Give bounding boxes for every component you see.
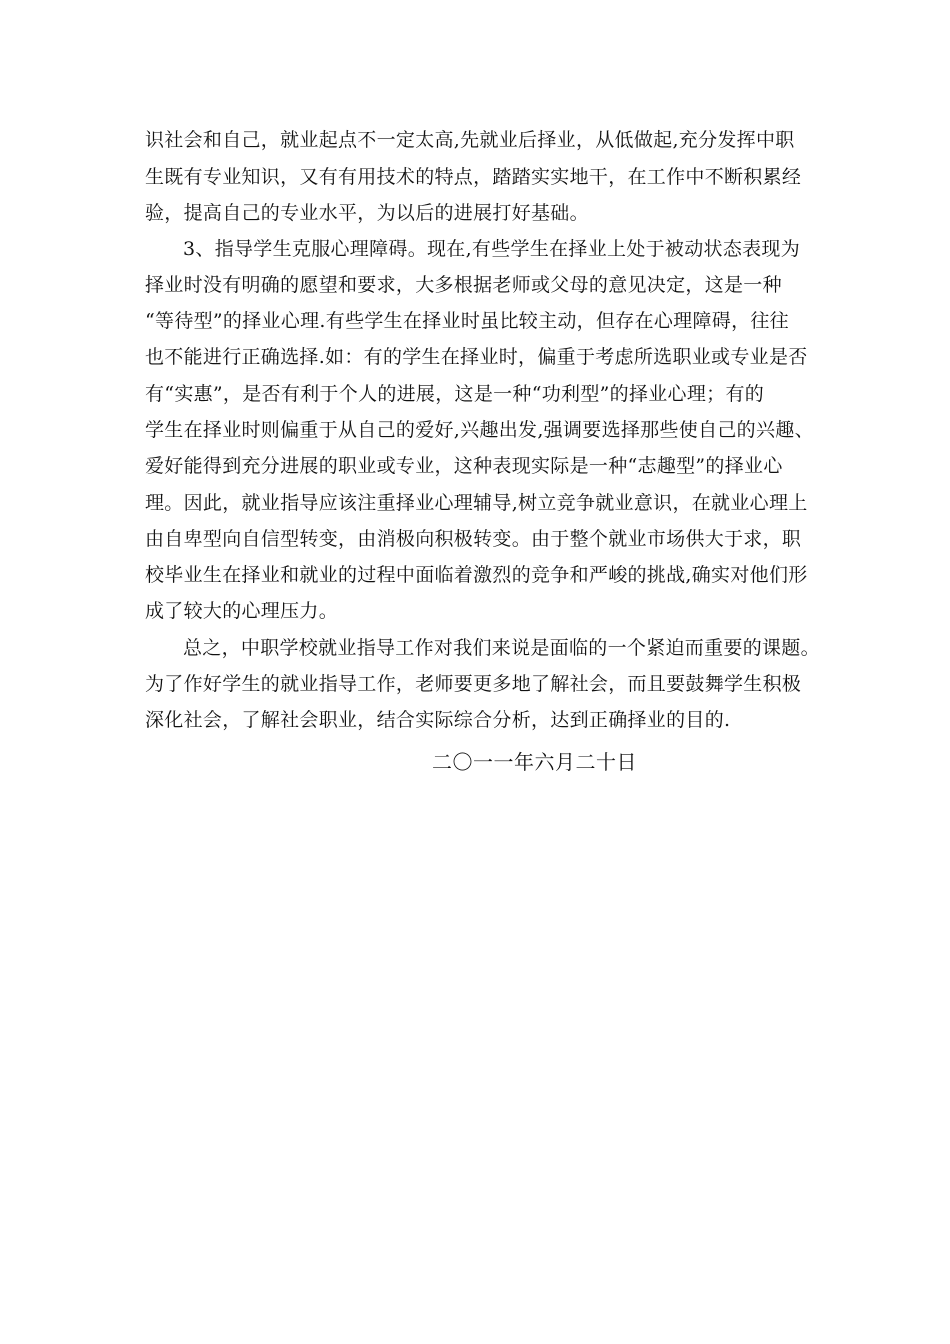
text-line: 深化社会，了解社会职业，结合实际综合分析，达到正确择业的目的.: [145, 709, 731, 731]
text-line: 爱好能得到充分进展的职业或专业，这种表现实际是一种“志趣型”的择业心: [145, 455, 783, 477]
text-line: 择业时没有明确的愿望和要求，大多根据老师或父母的意见决定，这是一种: [145, 274, 782, 296]
text-line: 有“实惠”，是否有利于个人的进展，这是一种“功利型”的择业心理；有的: [145, 383, 765, 405]
text-line: 为了作好学生的就业指导工作，老师要更多地了解社会，而且要鼓舞学生积极: [145, 673, 802, 695]
text-line: 由自卑型向自信型转变，由消极向积极转变。由于整个就业市场供大于求，职: [145, 528, 802, 550]
text-line: 生既有专业知识，又有有用技术的特点，踏踏实实地干，在工作中不断积累经: [145, 166, 802, 188]
document-date: 二〇一一年六月二十日: [432, 750, 637, 774]
text-line: 成了较大的心理压力。: [145, 600, 339, 622]
text-line: 验，提高自己的专业水平，为以后的进展打好基础。: [145, 202, 589, 224]
text-line: 学生在择业时则偏重于从自己的爱好,兴趣出发,强调要选择那些使自己的兴趣、: [145, 419, 814, 441]
text-line: 也不能进行正确选择.如：有的学生在择业时，偏重于考虑所选职业或专业是否: [145, 346, 808, 368]
text-line: 理。因此，就业指导应该注重择业心理辅导,树立竞争就业意识，在就业心理上: [145, 492, 808, 514]
paragraph-3-first-line: 3、指导学生克服心理障碍。现在,有些学生在择业上处于被动状态表现为: [183, 238, 801, 260]
text-line: “等待型”的择业心理.有些学生在择业时虽比较主动，但存在心理障碍，往往: [145, 310, 789, 332]
conclusion-first-line: 总之，中职学校就业指导工作对我们来说是面临的一个紧迫而重要的课题。: [183, 637, 820, 659]
text-line: 识社会和自己，就业起点不一定太高,先就业后择业，从低做起,充分发挥中职: [145, 129, 795, 151]
text-line: 校毕业生在择业和就业的过程中面临着激烈的竞争和严峻的挑战,确实对他们形: [145, 564, 808, 586]
